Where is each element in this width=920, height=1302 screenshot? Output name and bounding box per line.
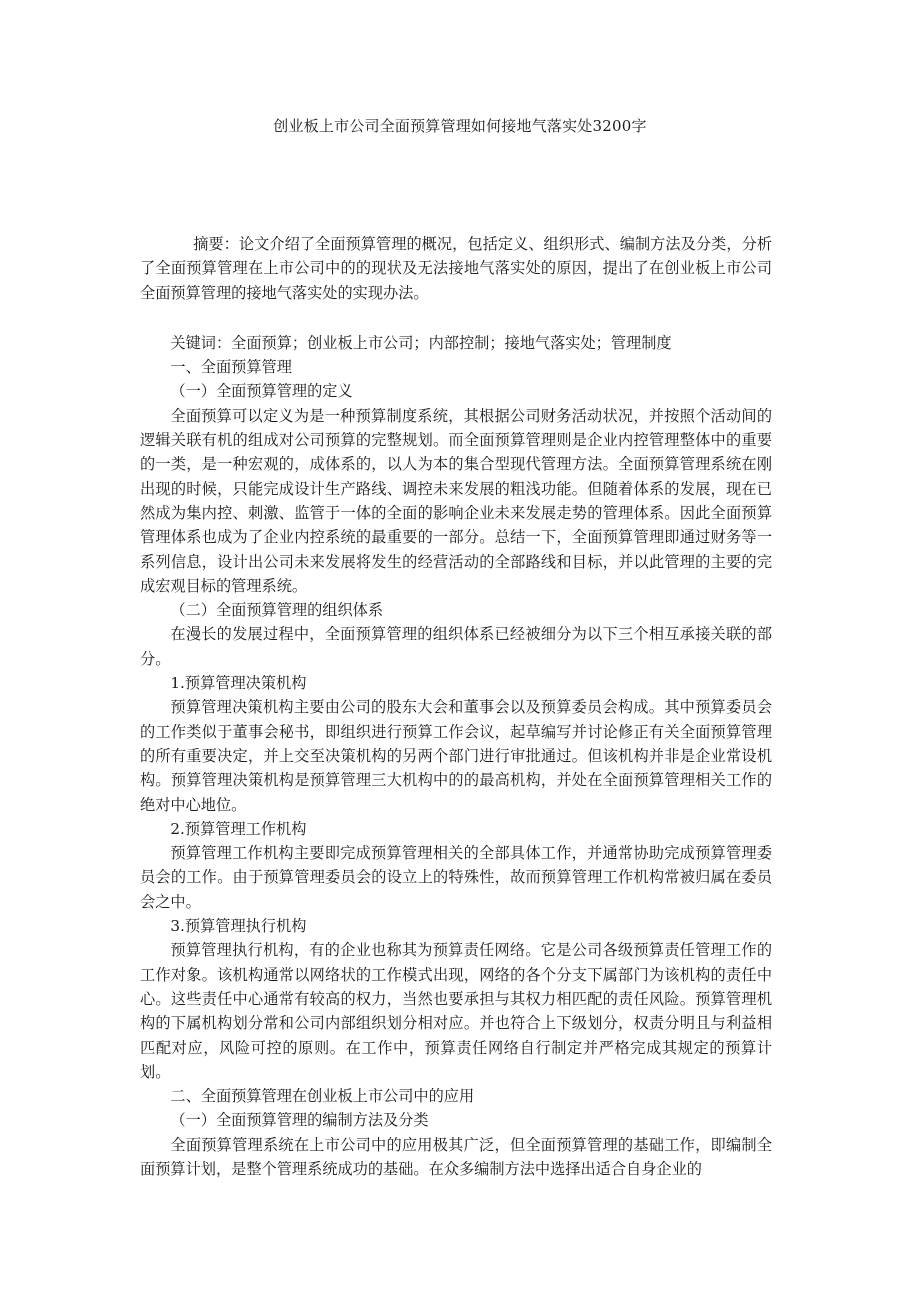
- body-paragraph-execution: 预算管理执行机构，有的企业也称其为预算责任网络。它是公司各级预算责任管理工作的工作对象。该机构通常以网络状的工作模式出现，网络的各个分支下属部门为该机构的责任中心。这些责任中心通常有较高的权力，当然也要承担与其权力相匹配的责任风险。预算管理机构的下属机构划分常和公司内部组织划分相对应。并也符合上下级划分，权责分明且与利益相匹配对应，风险可控的原则。在工作中，预算责任网络自行制定并严格完成其规定的预算计划。: [140, 941, 772, 1081]
- subsection-heading-1-2: （二）全面预算管理的组织体系: [170, 601, 384, 620]
- document-title: 创业板上市公司全面预算管理如何接地气落实处3200字: [273, 117, 647, 135]
- section-heading-1: 一、全面预算管理: [170, 358, 292, 377]
- body-paragraph-working: 预算管理工作机构主要即完成预算管理相关的全部具体工作，并通常协助完成预算管理委员会的工作。由于预算管理委员会的设立上的特殊性，故而预算管理工作机构常被归属在委员会之中。: [140, 844, 772, 911]
- abstract-paragraph: 摘要：论文介绍了全面预算管理的概况，包括定义、组织形式、编制方法及分类，分析了全面预算管理在上市公司中的的现状及无法接地气落实处的原因，提出了在创业板上市公司全面预算管理的接地气落实处的实现办法。: [140, 235, 772, 302]
- subsection-heading-2-1: （一）全面预算管理的编制方法及分类: [170, 1111, 429, 1130]
- body-paragraph-organization: 在漫长的发展过程中，全面预算管理的组织体系已经被细分为以下三个相互承接关联的部分。: [140, 625, 772, 668]
- section-heading-2: 二、全面预算管理在创业板上市公司中的应用: [170, 1087, 475, 1106]
- item-heading-1: 1.预算管理决策机构: [170, 674, 307, 693]
- document-body: [140, 232, 772, 1181]
- subsection-heading-1-1: （一）全面预算管理的定义: [170, 382, 353, 401]
- item-heading-2: 2.预算管理工作机构: [170, 819, 307, 838]
- item-heading-3: 3.预算管理执行机构: [170, 917, 307, 936]
- body-paragraph-definition: 全面预算可以定义为是一种预算制度系统，其根据公司财务活动状况，并按照个活动间的逻辑关联有机的组成对公司预算的完整规划。而全面预算管理则是企业内控管理整体中的重要的一类，是一种宏观的，成体系的，以人为本的集合型现代管理方法。全面预算管理系统在刚出现的时候，只能完成设计生产路线、调控未来发展的粗浅功能。但随着体系的发展，现在已然成为集内控、刺激、监管于一体的全面的影响企业未来发展走势的管理体系。因此全面预算管理体系也成为了企业内控系统的最重要的一部分。总结一下，全面预算管理即通过财务等一系列信息，设计出公司未来发展将发生的经营活动的全部路线和目标，并以此管理的主要的完成宏观目标的管理系统。: [140, 406, 772, 595]
- keywords-line: 关键词：全面预算；创业板上市公司；内部控制；接地气落实处；管理制度: [170, 333, 672, 352]
- body-paragraph-methods: 全面预算管理系统在上市公司中的应用极其广泛，但全面预算管理的基础工作，即编制全面预算计划，是整个管理系统成功的基础。在众多编制方法中选择出适合自身企业的: [140, 1135, 772, 1178]
- body-paragraph-decision: 预算管理决策机构主要由公司的股东大会和董事会以及预算委员会构成。其中预算委员会的工作类似于董事会秘书，即组织进行预算工作会议，起草编写并讨论修正有关全面预算管理的所有重要决定，并上交至决策机构的另两个部门进行审批通过。但该机构并非是企业常设机构。预算管理决策机构是预算管理三大机构中的的最高机构，并处在全面预算管理相关工作的绝对中心地位。: [140, 698, 772, 814]
